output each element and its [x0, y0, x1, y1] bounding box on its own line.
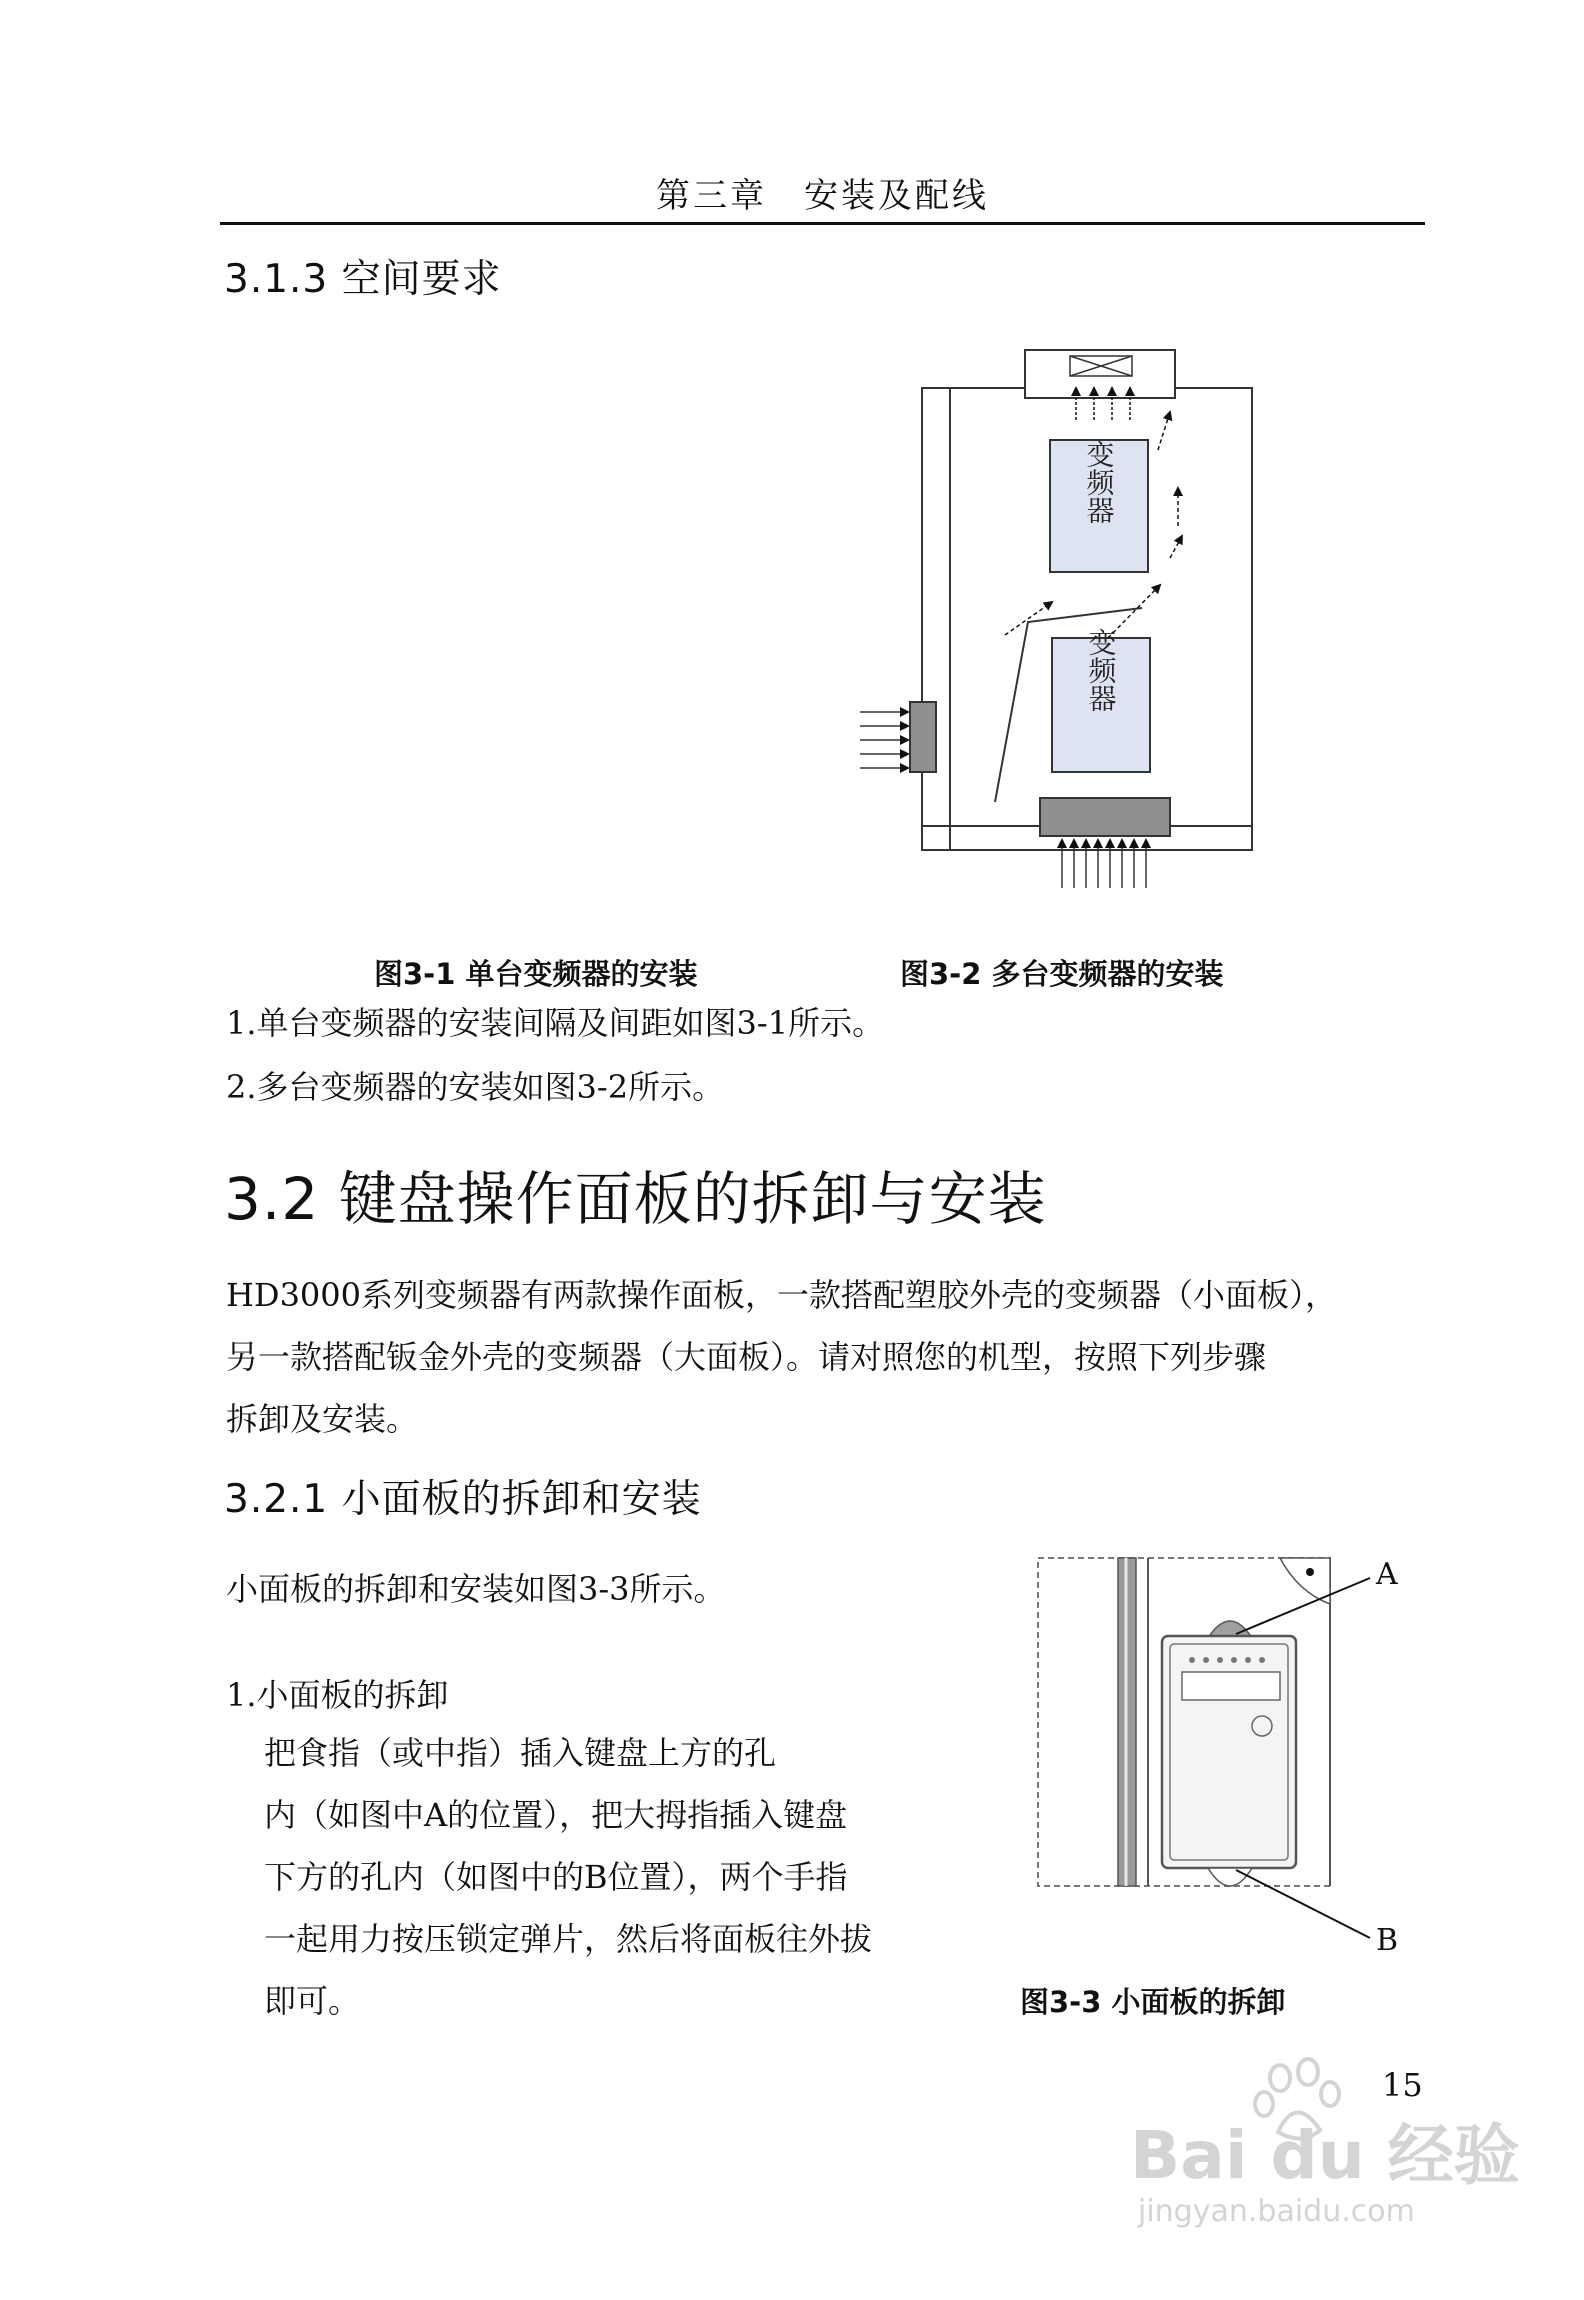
section-3-2-intro	[226, 1264, 1436, 1450]
intro-line: 拆卸及安装。	[226, 1400, 419, 1438]
side-intake-vent	[910, 702, 936, 772]
figure-3-2-caption: 图3-2 多台变频器的安装	[900, 957, 1224, 991]
figure-3-3-diagram	[1030, 1548, 1410, 1968]
section-3-2-1-title: 3.2.1 小面板的拆卸和安装	[224, 1477, 702, 1522]
keypad-display	[1182, 1672, 1280, 1700]
removal-instructions	[264, 1722, 872, 2032]
inverter-lower-label: 变频器	[1084, 628, 1118, 712]
removal-item-title: 1.小面板的拆卸	[226, 1676, 449, 1714]
finger-hole-b	[1208, 1868, 1252, 1886]
figure-3-2-diagram	[840, 340, 1280, 900]
figure-3-1-caption: 图3-1 单台变频器的安装	[374, 957, 698, 991]
label-a: A	[1376, 1557, 1398, 1592]
figure-3-3-caption: 图3-3 小面板的拆卸	[1020, 1985, 1286, 2019]
bottom-intake-grille	[1040, 798, 1170, 836]
intro-line: HD3000系列变频器有两款操作面板，一款搭配塑胶外壳的变频器（小面板），	[226, 1276, 1338, 1314]
section-3-2-title: 3.2 键盘操作面板的拆卸与安装	[224, 1165, 1047, 1233]
page-number: 15	[1382, 2066, 1423, 2104]
keypad-panel	[1162, 1636, 1296, 1868]
section-3-1-3-title: 3.1.3 空间要求	[224, 257, 502, 302]
watermark-brand: Bai du 经验	[1130, 2117, 1520, 2194]
instruction-line: 下方的孔内（如图中的B位置），两个手指	[264, 1858, 848, 1896]
list-item: 2.多台变频器的安装如图3-2所示。	[226, 1068, 725, 1106]
label-b: B	[1376, 1923, 1399, 1958]
instruction-line: 一起用力按压锁定弹片，然后将面板往外拔	[264, 1920, 873, 1958]
instruction-line: 内（如图中A的位置），把大拇指插入键盘	[264, 1796, 848, 1834]
intro-line: 另一款搭配钣金外壳的变频器（大面板）。请对照您的机型，按照下列步骤	[226, 1338, 1267, 1376]
list-item: 1.单台变频器的安装间隔及间距如图3-1所示。	[226, 1004, 885, 1042]
watermark-url: jingyan.baidu.com	[1138, 2194, 1415, 2229]
chapter-header: 第三章 安装及配线	[656, 176, 989, 216]
instruction-line: 即可。	[264, 1982, 361, 2020]
header-divider	[220, 222, 1425, 225]
instruction-line: 把食指（或中指）插入键盘上方的孔	[264, 1734, 777, 1772]
section-3-2-1-intro: 小面板的拆卸和安装如图3-3所示。	[226, 1570, 726, 1608]
inverter-upper-label: 变频器	[1082, 440, 1116, 524]
